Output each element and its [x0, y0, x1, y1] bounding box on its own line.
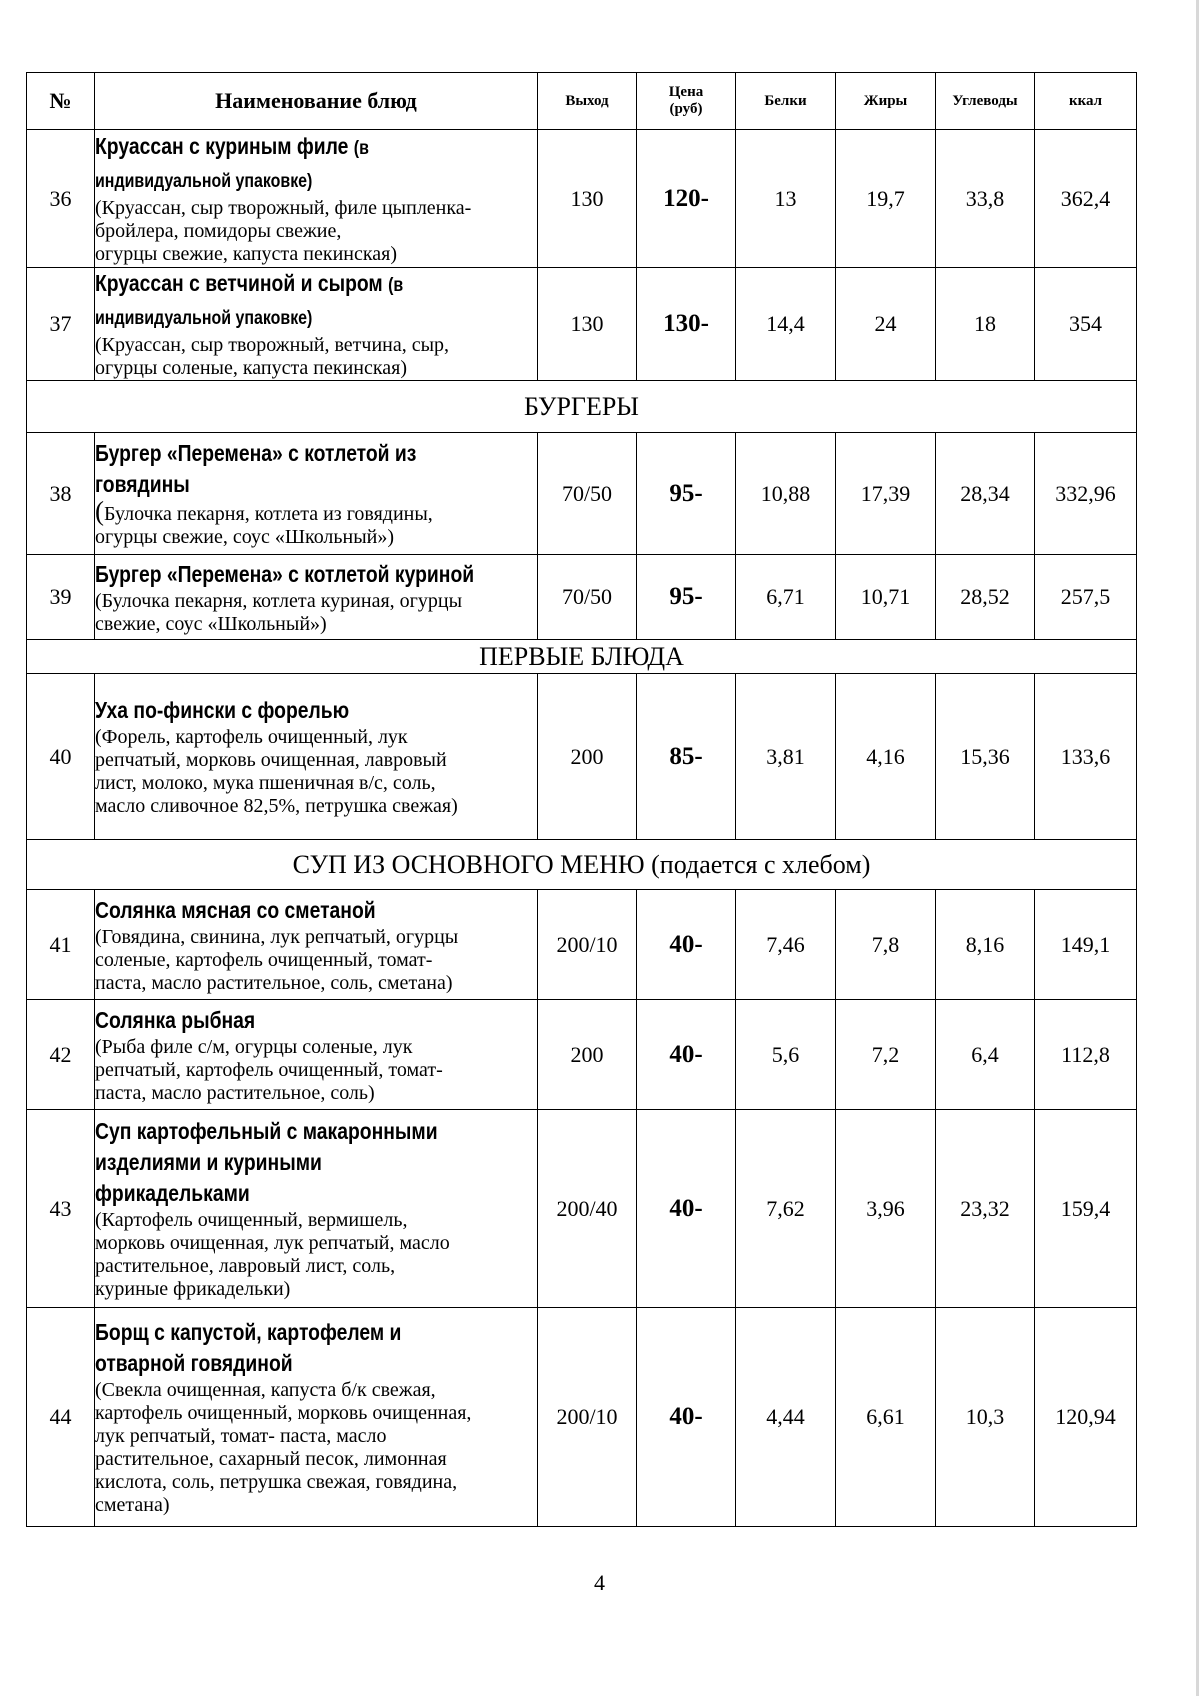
fat-cell: 7,2	[836, 1000, 936, 1110]
table-row	[27, 1308, 1137, 1527]
table-row	[27, 555, 1137, 640]
row-num: 42	[27, 1000, 95, 1110]
section-title-burgers: БУРГЕРЫ	[27, 381, 1137, 433]
dish-title-text: Круассан с ветчиной и сыром (в	[95, 270, 404, 296]
menu-table	[26, 72, 1137, 1527]
price-cell: 120-	[637, 130, 736, 268]
kcal-cell: 332,96	[1035, 433, 1137, 555]
dish-title	[95, 1178, 466, 1209]
dish-ingredients: (Свекла очищенная, капуста б/к свежая,	[95, 1379, 436, 1401]
dish-cell	[95, 555, 538, 640]
dish-ingredients: бройлера, помидоры свежие,	[95, 220, 342, 242]
kcal-cell: 149,1	[1035, 890, 1137, 1000]
carbs-cell: 6,4	[936, 1000, 1035, 1110]
table-row	[27, 890, 1137, 1000]
dish-title	[95, 895, 466, 926]
header-num: №	[27, 73, 95, 130]
dish-ingredients: (Круассан, сыр творожный, филе цыпленка-	[95, 197, 472, 219]
dish-ingredients	[95, 496, 537, 526]
dish-cell	[95, 674, 538, 840]
dish-title-text: изделиями и куриными	[95, 1149, 322, 1175]
dish-ingredients: (Говядина, свинина, лук репчатый, огурцы	[95, 925, 459, 948]
dish-ingredients: картофель очищенный, морковь очищенная,	[95, 1402, 472, 1424]
dish-title-text: говядины	[95, 471, 190, 497]
row-num: 39	[27, 555, 95, 640]
yield-cell: 200	[538, 1000, 637, 1110]
protein-cell: 7,62	[736, 1110, 836, 1308]
carbs-cell: 10,3	[936, 1308, 1035, 1527]
dish-cell	[95, 268, 538, 381]
header-price-line1: Цена	[668, 84, 704, 100]
yield-cell: 130	[538, 268, 637, 381]
yield-cell: 70/50	[538, 433, 637, 555]
section-row	[27, 640, 1137, 674]
dish-cell	[95, 890, 538, 1000]
fat-cell: 7,8	[836, 890, 936, 1000]
protein-cell: 14,4	[736, 268, 836, 381]
header-carbs: Углеводы	[936, 73, 1035, 130]
dish-ingredients: растительное, лавровый лист, соль,	[95, 1255, 396, 1277]
section-row	[27, 381, 1137, 433]
dish-ingredients: соленые, картофель очищенный, томат-	[95, 948, 433, 971]
dish-ingredients: паста, масло растительное, соль, сметана)	[95, 971, 453, 994]
header-price	[637, 73, 736, 130]
fat-cell: 17,39	[836, 433, 936, 555]
yield-cell: 200	[538, 674, 637, 840]
carbs-cell: 23,32	[936, 1110, 1035, 1308]
dish-title-note: (в	[353, 138, 369, 159]
dish-ingredients: растительное, сахарный песок, лимонная	[95, 1448, 447, 1470]
dish-ingredients: репчатый, картофель очищенный, томат-	[95, 1058, 443, 1081]
dish-cell	[95, 433, 538, 555]
dish-title-text: Солянка мясная со сметаной	[95, 896, 376, 923]
header-price-line2: (руб)	[669, 101, 703, 117]
dish-cell	[95, 130, 538, 268]
protein-cell: 7,46	[736, 890, 836, 1000]
carbs-cell: 28,34	[936, 433, 1035, 555]
row-num: 36	[27, 130, 95, 268]
header-name: Наименование блюд	[95, 73, 538, 130]
header-kcal: ккал	[1035, 73, 1137, 130]
dish-ingredients-text: Булочка пекарня, котлета из говядины,	[104, 503, 433, 525]
dish-ingredients: сметана)	[95, 1494, 170, 1516]
dish-ingredients: морковь очищенная, лук репчатый, масло	[95, 1232, 450, 1254]
fat-cell: 10,71	[836, 555, 936, 640]
section-title-first: ПЕРВЫЕ БЛЮДА	[27, 640, 1137, 674]
price-cell: 130-	[637, 268, 736, 381]
dish-title	[95, 1116, 466, 1147]
yield-cell: 200/40	[538, 1110, 637, 1308]
dish-title	[95, 1317, 466, 1348]
open-paren: (	[95, 496, 104, 526]
price-cell: 95-	[637, 555, 736, 640]
kcal-cell: 120,94	[1035, 1308, 1137, 1527]
fat-cell: 24	[836, 268, 936, 381]
row-num: 37	[27, 268, 95, 381]
dish-ingredients: (Форель, картофель очищенный, лук	[95, 726, 408, 748]
header-protein: Белки	[736, 73, 836, 130]
dish-title-note: (в	[388, 275, 404, 296]
dish-title-text: отварной говядиной	[95, 1350, 293, 1376]
protein-cell: 3,81	[736, 674, 836, 840]
yield-cell: 70/50	[538, 555, 637, 640]
kcal-cell: 354	[1035, 268, 1137, 381]
kcal-cell: 362,4	[1035, 130, 1137, 268]
row-num: 41	[27, 890, 95, 1000]
dish-ingredients: репчатый, морковь очищенная, лавровый	[95, 749, 447, 771]
price-cell: 40-	[637, 1000, 736, 1110]
dish-title-text: Уха по-фински с форелью	[95, 697, 350, 723]
dish-title-text: Круассан с куриным филе (в	[95, 133, 369, 159]
table-row	[27, 674, 1137, 840]
protein-cell: 13	[736, 130, 836, 268]
header-yield: Выход	[538, 73, 637, 130]
table-row	[27, 268, 1137, 381]
dish-title	[95, 164, 466, 197]
dish-ingredients: свежие, соус «Школьный»)	[95, 612, 327, 635]
dish-ingredients: (Круассан, сыр творожный, ветчина, сыр,	[95, 334, 450, 356]
dish-title	[95, 131, 466, 164]
row-num: 40	[27, 674, 95, 840]
yield-cell: 200/10	[538, 1308, 637, 1527]
fat-cell: 19,7	[836, 130, 936, 268]
table-row	[27, 1000, 1137, 1110]
price-cell: 95-	[637, 433, 736, 555]
dish-title	[95, 301, 466, 334]
dish-title-text: Бургер «Перемена» с котлетой куриной	[95, 560, 475, 587]
dish-title	[95, 268, 466, 301]
carbs-cell: 18	[936, 268, 1035, 381]
page-number: 4	[594, 1570, 605, 1595]
dish-title-text: Борщ с капустой, картофелем и	[95, 1319, 402, 1345]
section-row	[27, 840, 1137, 890]
dish-cell	[95, 1000, 538, 1110]
dish-ingredients: лист, молоко, мука пшеничная в/с, соль,	[95, 772, 436, 794]
dish-title-text: Бургер «Перемена» с котлетой из	[95, 440, 417, 466]
dish-title	[95, 1348, 466, 1379]
table-row	[27, 433, 1137, 555]
dish-title-text	[95, 303, 312, 329]
dish-ingredients: огурцы соленые, капуста пекинская)	[95, 357, 408, 379]
dish-title	[95, 1147, 466, 1178]
kcal-cell: 112,8	[1035, 1000, 1137, 1110]
carbs-cell: 8,16	[936, 890, 1035, 1000]
dish-ingredients: масло сливочное 82,5%, петрушка свежая)	[95, 795, 458, 817]
dish-title-text: фрикадельками	[95, 1180, 250, 1206]
dish-ingredients: огурцы свежие, капуста пекинская)	[95, 243, 398, 265]
protein-cell: 10,88	[736, 433, 836, 555]
dish-ingredients: кислота, соль, петрушка свежая, говядина,	[95, 1471, 458, 1493]
dish-cell	[95, 1308, 538, 1527]
carbs-cell: 15,36	[936, 674, 1035, 840]
table-row	[27, 130, 1137, 268]
dish-ingredients: (Картофель очищенный, вермишель,	[95, 1209, 408, 1231]
dish-ingredients: огурцы свежие, соус «Школьный»)	[95, 526, 395, 548]
price-cell: 40-	[637, 1308, 736, 1527]
dish-title-text	[95, 166, 312, 192]
fat-cell: 3,96	[836, 1110, 936, 1308]
dish-title-note: индивидуальной упаковке)	[95, 308, 313, 329]
dish-cell	[95, 1110, 538, 1308]
dish-title-text: Солянка рыбная	[95, 1006, 256, 1033]
row-num: 44	[27, 1308, 95, 1527]
fat-cell: 4,16	[836, 674, 936, 840]
header-fat: Жиры	[836, 73, 936, 130]
section-title-soup: СУП ИЗ ОСНОВНОГО МЕНЮ (подается с хлебом)	[27, 840, 1137, 890]
table-row	[27, 1110, 1137, 1308]
yield-cell: 130	[538, 130, 637, 268]
protein-cell: 5,6	[736, 1000, 836, 1110]
price-cell: 40-	[637, 1110, 736, 1308]
dish-ingredients: куриные фрикадельки)	[95, 1278, 291, 1300]
dish-title	[95, 559, 475, 590]
dish-title-note: индивидуальной упаковке)	[95, 171, 313, 192]
kcal-cell: 133,6	[1035, 674, 1137, 840]
protein-cell: 6,71	[736, 555, 836, 640]
protein-cell: 4,44	[736, 1308, 836, 1527]
carbs-cell: 33,8	[936, 130, 1035, 268]
price-cell: 85-	[637, 674, 736, 840]
dish-ingredients: (Рыба филе с/м, огурцы соленые, лук	[95, 1035, 413, 1058]
row-num: 43	[27, 1110, 95, 1308]
dish-ingredients: паста, масло растительное, соль)	[95, 1081, 375, 1104]
kcal-cell: 159,4	[1035, 1110, 1137, 1308]
carbs-cell: 28,52	[936, 555, 1035, 640]
dish-title	[95, 1005, 466, 1036]
dish-title-text: Суп картофельный с макаронными	[95, 1118, 438, 1144]
dish-title	[95, 695, 466, 726]
header-row	[27, 73, 1137, 130]
yield-cell: 200/10	[538, 890, 637, 1000]
kcal-cell: 257,5	[1035, 555, 1137, 640]
dish-ingredients: лук репчатый, томат- паста, масло	[95, 1425, 387, 1447]
dish-ingredients: (Булочка пекарня, котлета куриная, огурцы	[95, 589, 463, 612]
price-cell: 40-	[637, 890, 736, 1000]
dish-title	[95, 438, 466, 469]
row-num: 38	[27, 433, 95, 555]
fat-cell: 6,61	[836, 1308, 936, 1527]
dish-title	[95, 469, 466, 500]
